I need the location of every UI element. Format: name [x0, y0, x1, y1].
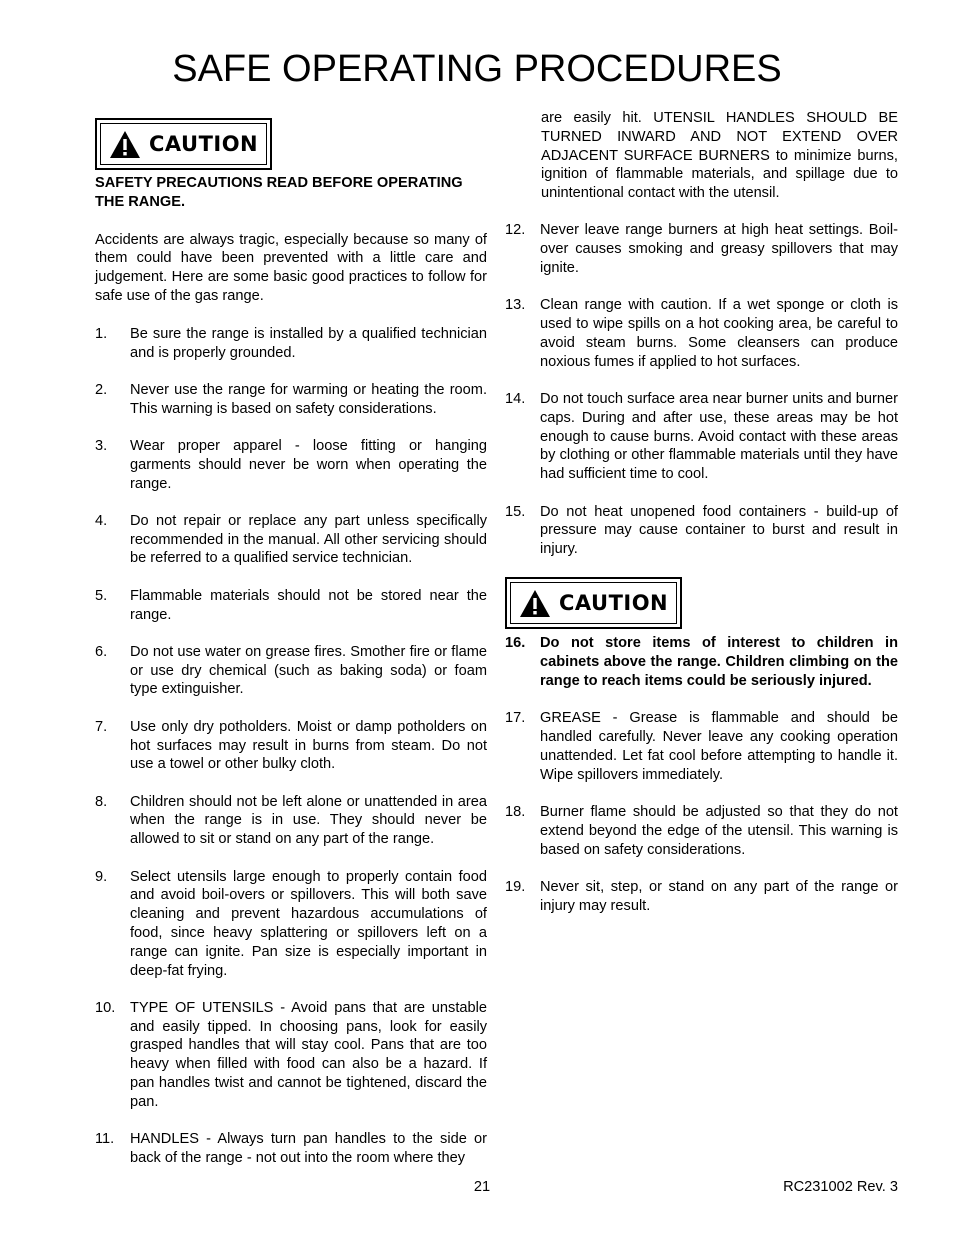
caution-label-box-2 — [505, 577, 682, 629]
item-text: Burner flame should be adjusted so that they do not extend beyond the edge of the utensil. This warning is based on safety considerations. — [540, 804, 898, 858]
item-number: 13. — [505, 297, 526, 314]
item-number: 1. — [95, 325, 108, 342]
item-number: 10. — [95, 999, 116, 1016]
item-text: Wear proper apparel - loose fitting or hanging garments should never be worn when operating the range. — [130, 437, 487, 492]
item-number: 4. — [95, 512, 108, 529]
list-item — [95, 437, 487, 493]
caution-word: CAUTION — [559, 591, 669, 616]
intro-paragraph: Accidents are always tragic, especially because so many of them could have been prevented with a little care and judgement. Here are some basic good practices to follow for safe use of the gas range. — [95, 231, 487, 304]
list-item — [95, 718, 487, 774]
list-item — [95, 587, 487, 625]
item-text: Select utensils large enough to properly contain food and avoid boil-overs or spillovers. This will both save cleaning and prevent hazardous accumulations of food, since heavy splattering or spillovers left on a range can ignite. Pan size is especially important in deep-fat frying. — [130, 868, 487, 979]
item-text: GREASE - Grease is flammable and should be handled carefully. Never leave any cooking operation unattended. Let fat cool before attempting to handle it. Wipe spillovers immediately. — [540, 710, 898, 783]
item-text: Never use the range for warming or heating the room. This warning is based on safety considerations. — [130, 381, 487, 417]
item-number: 18. — [505, 804, 526, 821]
list-item — [505, 221, 898, 277]
item-text: Do not store items of interest to children in cabinets above the range. Children climbing on the range to reach items could be seriously injured. — [540, 635, 898, 690]
item-number: 11. — [95, 1131, 115, 1148]
warning-triangle-icon — [519, 589, 551, 618]
item-number: 6. — [95, 643, 108, 660]
item-number: 2. — [95, 381, 108, 398]
caution-word: CAUTION — [149, 131, 259, 156]
item-number: 14. — [505, 391, 526, 408]
item-number: 17. — [505, 710, 526, 727]
document-id: RC231002 Rev. 3 — [783, 1179, 898, 1195]
item-text: Never leave range burners at high heat settings. Boil-over causes smoking and greasy spillovers that may ignite. — [540, 222, 898, 277]
item-text: Do not repair or replace any part unless specifically recommended in the manual. All other servicing should be referred to a qualified service technician. — [130, 512, 487, 567]
right-column — [505, 109, 898, 934]
item-text: Children should not be left alone or unattended in area when the range is in use. They should never be allowed to sit or stand on any part of the range. — [130, 793, 487, 848]
item-text: Flammable materials should not be stored near the range. — [130, 587, 487, 623]
item-text: Never sit, step, or stand on any part of the range or injury may result. — [540, 878, 898, 914]
item-text: Be sure the range is installed by a qualified technician and is properly grounded. — [130, 325, 487, 361]
safety-heading: SAFETY PRECAUTIONS READ BEFORE OPERATING THE RANGE. — [95, 175, 463, 210]
right-list-a — [505, 221, 898, 558]
item-text: HANDLES - Always turn pan handles to the side or back of the range - not out into the room where they — [130, 1131, 487, 1166]
caution-label-box — [95, 118, 272, 170]
list-item — [505, 296, 898, 371]
right-list-b — [505, 709, 898, 915]
item-number: 15. — [505, 503, 526, 520]
item-number: 16. — [505, 635, 526, 652]
item-text: Do not touch surface area near burner units and burner caps. During and after use, these areas may be hot enough to cause burns. Avoid contact with these areas by clothing or other flammable materials until they have had sufficient time to cool. — [540, 391, 898, 483]
list-item-16 — [505, 634, 898, 690]
list-item — [505, 803, 898, 859]
item-text: Do not heat unopened food containers - build-up of pressure may cause container to burst and result in injury. — [540, 503, 898, 558]
item-number: 8. — [95, 793, 108, 810]
page-number: 21 — [473, 1179, 491, 1195]
item-number: 3. — [95, 437, 108, 454]
left-list — [95, 325, 487, 1168]
list-item — [95, 643, 487, 699]
list-item — [505, 503, 898, 559]
page-title: SAFE OPERATING PROCEDURES — [172, 48, 782, 90]
left-column — [95, 118, 487, 1186]
warning-triangle-icon — [109, 130, 141, 159]
item-number: 12. — [505, 222, 526, 239]
item-number: 9. — [95, 868, 108, 885]
item-number: 7. — [95, 718, 108, 735]
item-11-continuation: are easily hit. UTENSIL HANDLES SHOULD BE TURNED INWARD AND NOT EXTEND OVER ADJACENT SURFACE BURNERS to minimize burns, ignition of flammable materials, and spillage due to unintentional contact with the utensil. — [541, 110, 898, 202]
list-item — [95, 999, 487, 1112]
item-text: Clean range with caution. If a wet sponge or cloth is used to wipe spills on a hot cooking area, be careful to avoid steam burns. Some cleansers can produce noxious fumes if applied to hot surfaces. — [540, 297, 898, 370]
list-item — [95, 868, 487, 981]
list-item — [505, 390, 898, 484]
list-item — [95, 512, 487, 568]
item-number: 5. — [95, 587, 108, 604]
list-item — [505, 709, 898, 784]
list-item — [95, 793, 487, 849]
list-item — [95, 325, 487, 363]
list-item — [505, 878, 898, 916]
item-text: Do not use water on grease fires. Smother fire or flame or use dry chemical (such as baking soda) or foam type extinguisher. — [130, 643, 487, 698]
list-item — [95, 1130, 487, 1168]
item-text: TYPE OF UTENSILS - Avoid pans that are unstable and easily tipped. In choosing pans, look for easily grasped handles that will stay cool. Pans that are too heavy when filled with food can also be a hazard. If pan handles twist and cannot be tightened, discard the pan. — [130, 999, 487, 1110]
item-number: 19. — [505, 878, 526, 895]
item-text: Use only dry potholders. Moist or damp potholders on hot surfaces may result in burns from steam. Do not use a towel or other bulky cloth. — [130, 718, 487, 773]
list-item — [95, 381, 487, 419]
